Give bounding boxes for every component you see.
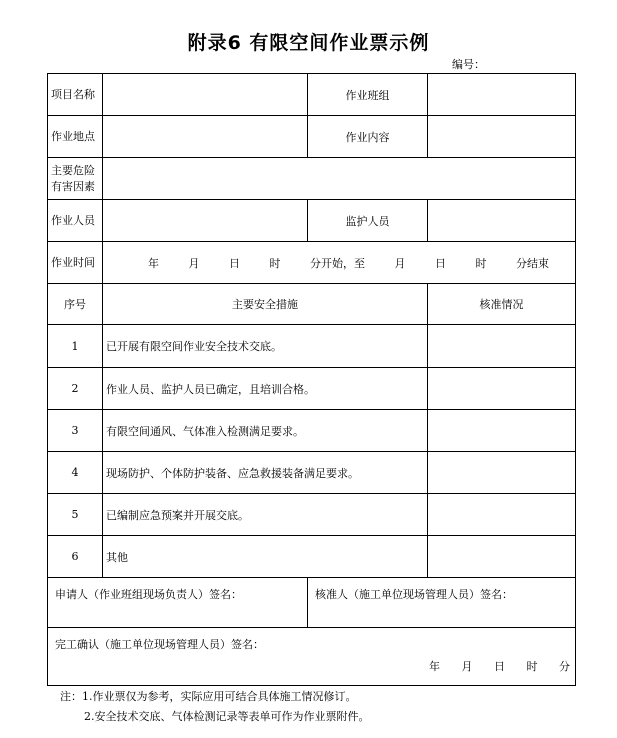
hazards-label	[48, 158, 103, 200]
approval-cell[interactable]	[428, 368, 576, 410]
time-year: 年	[148, 256, 159, 270]
approval-header: 核准情况	[428, 284, 576, 325]
work-time-field[interactable]	[103, 242, 576, 284]
time-hour-end: 时	[475, 256, 487, 270]
page-title: 附录6 有限空间作业票示例	[187, 32, 430, 54]
time-day-end: 日	[435, 256, 446, 270]
completion-signature[interactable]	[48, 628, 576, 686]
applicant-signature[interactable]: 申请人（作业班组现场负责人）签名：	[48, 578, 308, 628]
measure-number: 1	[48, 325, 103, 368]
work-content-field[interactable]	[428, 116, 576, 158]
workers-label: 作业人员	[48, 200, 103, 242]
hazards-field[interactable]	[103, 158, 576, 200]
measure-number: 4	[48, 452, 103, 494]
project-name-field[interactable]	[103, 74, 308, 116]
measure-text: 有限空间通风、气体准入检测满足要求。	[103, 410, 428, 452]
supervisor-field[interactable]	[428, 200, 576, 242]
table-row	[48, 368, 576, 410]
measure-number: 3	[48, 410, 103, 452]
work-location-field[interactable]	[103, 116, 308, 158]
measure-text: 已开展有限空间作业安全技术交底。	[103, 325, 428, 368]
time-day: 日	[229, 256, 240, 270]
approval-cell[interactable]	[428, 410, 576, 452]
approval-cell[interactable]	[428, 494, 576, 536]
work-permit-table	[47, 73, 576, 686]
measure-text: 作业人员、监护人员已确定，且培训合格。	[103, 368, 428, 410]
work-content-label: 作业内容	[308, 116, 428, 158]
measures-no-header: 序号	[48, 284, 103, 325]
note-line-2: 2.安全技术交底、气体检测记录等表单可作为作业票附件。	[84, 710, 370, 723]
approval-cell[interactable]	[428, 325, 576, 368]
work-location-label: 作业地点	[48, 116, 103, 158]
notes	[60, 687, 370, 727]
table-row	[48, 536, 576, 578]
serial-number-label: 编号：	[452, 58, 485, 71]
measures-header: 主要安全措施	[103, 284, 428, 325]
measure-number: 6	[48, 536, 103, 578]
workers-field[interactable]	[103, 200, 308, 242]
work-time-label: 作业时间	[48, 242, 103, 284]
table-row	[48, 494, 576, 536]
table-row	[48, 452, 576, 494]
time-month: 月	[188, 256, 200, 270]
measure-text: 现场防护、个体防护装备、应急救援装备满足要求。	[103, 452, 428, 494]
work-team-field[interactable]	[428, 74, 576, 116]
time-hour: 时	[269, 256, 281, 270]
measure-number: 5	[48, 494, 103, 536]
measure-text: 已编制应急预案并开展交底。	[103, 494, 428, 536]
time-month-end: 月	[394, 256, 406, 270]
completion-date-line: 年 月 日 时 分	[429, 660, 570, 673]
measure-number: 2	[48, 368, 103, 410]
time-start: 分开始，至	[310, 256, 365, 270]
time-end: 分结束	[516, 256, 549, 270]
approval-cell[interactable]	[428, 452, 576, 494]
table-row	[48, 410, 576, 452]
completion-signature-label: 完工确认（施工单位现场管理人员）签名：	[55, 638, 264, 651]
supervisor-label: 监护人员	[308, 200, 428, 242]
measure-text: 其他	[103, 536, 428, 578]
hazards-label-line1: 主要危险	[51, 163, 95, 177]
hazards-label-line2: 有害因素	[51, 179, 95, 193]
approver-signature[interactable]: 核准人（施工单位现场管理人员）签名：	[308, 578, 576, 628]
table-row	[48, 325, 576, 368]
note-line-1: 注：1.作业票仅为参考，实际应用可结合具体施工情况修订。	[60, 690, 357, 703]
work-team-label: 作业班组	[308, 74, 428, 116]
approval-cell[interactable]	[428, 536, 576, 578]
project-name-label: 项目名称	[48, 74, 103, 116]
